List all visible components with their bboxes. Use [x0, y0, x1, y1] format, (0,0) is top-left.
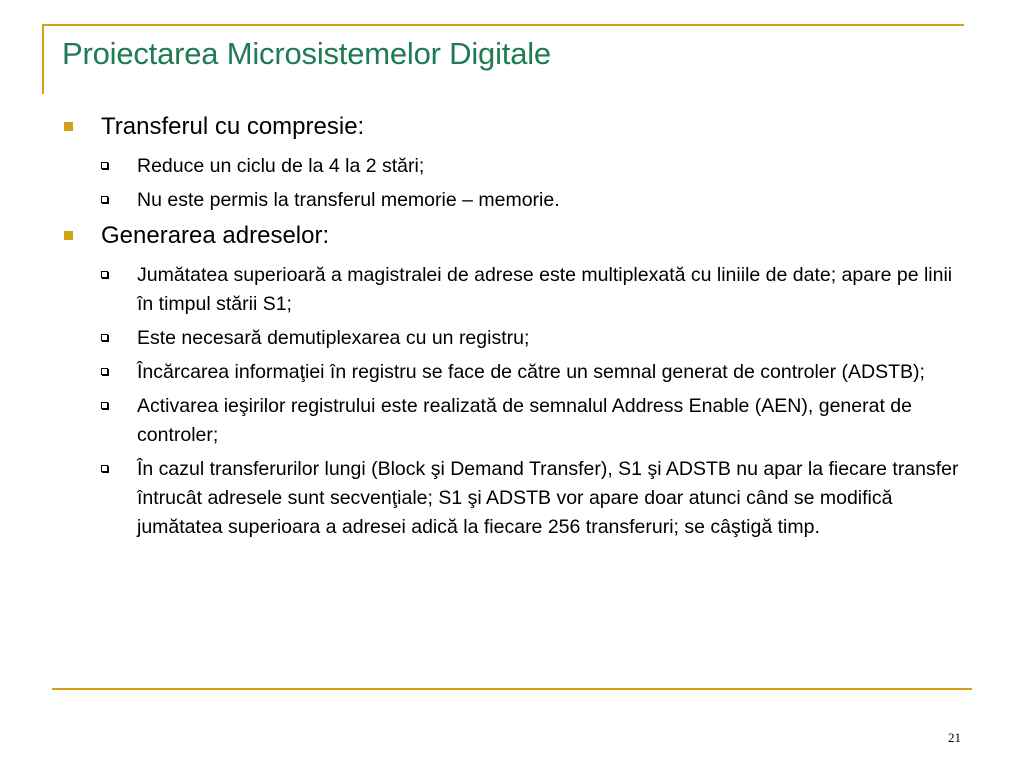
bullet-level1-compression [64, 112, 964, 142]
slide-title: Proiectarea Microsistemelor Digitale [62, 36, 551, 71]
bullet-level1-text: Transferul cu compresie: [101, 113, 365, 140]
page-number: 21 [948, 730, 961, 745]
hollow-square-bullet-icon [101, 368, 108, 375]
hollow-square-bullet-icon [101, 402, 108, 409]
hollow-square-bullet-icon [101, 196, 108, 203]
bullet-level2-text: În cazul transferurilor lungi (Block şi Demand Transfer), S1 şi ADSTB nu apar la fiecare transfer întrucât adresele sunt secvenţiale; S1 şi ADSTB vor apare doar atunci când se modifică jumătatea superioara a adresei adică la fiecare 256 transferuri; se câştigă timp. [137, 458, 959, 538]
title-accent-vertical-line [42, 24, 44, 94]
bullet-level2-item [64, 261, 964, 319]
hollow-square-bullet-icon [101, 271, 108, 278]
bullet-level2-item [64, 455, 964, 542]
bullet-level2-item [64, 324, 964, 353]
bullet-level2-item [64, 152, 964, 181]
bullet-level2-text: Încărcarea informaţiei în registru se face de către un semnal generat de controler (ADSTB); [137, 361, 925, 383]
bullet-level2-text: Nu este permis la transferul memorie – memorie. [137, 189, 560, 211]
hollow-square-bullet-icon [101, 162, 108, 169]
footer-divider-line [52, 688, 972, 690]
bullet-level2-text: Jumătatea superioară a magistralei de adrese este multiplexată cu liniile de date; apare pe linii în timpul stării S1; [137, 264, 953, 315]
hollow-square-bullet-icon [101, 334, 108, 341]
slide-content [64, 112, 964, 547]
square-bullet-icon [64, 122, 73, 131]
bullet-level2-text: Reduce un ciclu de la 4 la 2 stări; [137, 155, 425, 177]
bullet-level1-address-generation [64, 221, 964, 251]
bullet-level2-text: Activarea ieşirilor registrului este realizată de semnalul Address Enable (AEN), generat de controler; [137, 395, 912, 446]
bullet-level2-item [64, 358, 964, 387]
hollow-square-bullet-icon [101, 465, 108, 472]
square-bullet-icon [64, 231, 73, 240]
bullet-level1-text: Generarea adreselor: [101, 222, 330, 249]
bullet-level2-item [64, 392, 964, 450]
bullet-level2-item [64, 186, 964, 215]
bullet-level2-text: Este necesară demutiplexarea cu un registru; [137, 327, 530, 349]
title-accent-horizontal-line [42, 24, 964, 26]
